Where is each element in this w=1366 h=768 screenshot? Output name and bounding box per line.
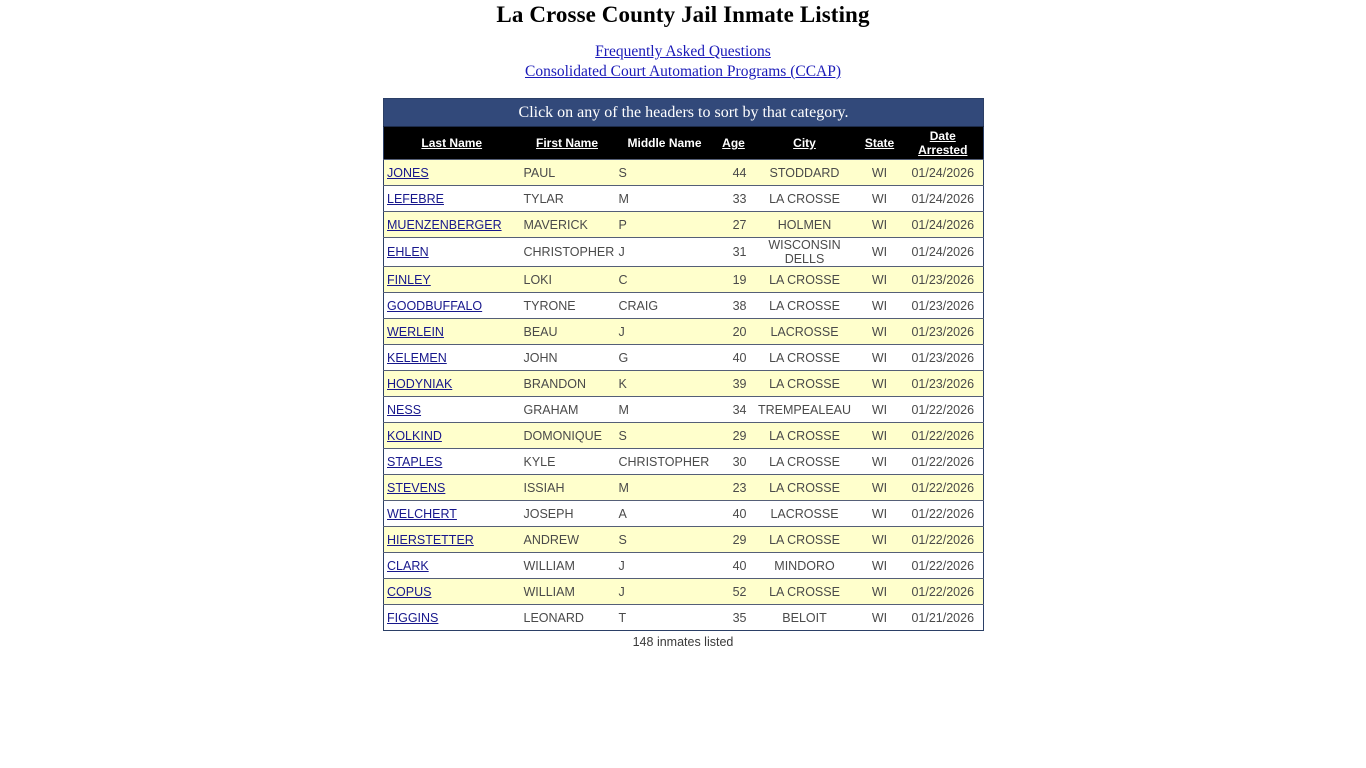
cell-date-arrested: 01/22/2026 [903,501,984,527]
cell-age: 34 [715,397,753,423]
cell-date-arrested: 01/22/2026 [903,579,984,605]
cell-city: HOLMEN [753,212,857,238]
cell-last-name [384,501,520,527]
inmate-detail-link[interactable]: COPUS [387,584,432,599]
cell-city: TREMPEALEAU [753,397,857,423]
cell-age: 20 [715,319,753,345]
table-row [384,397,984,423]
cell-date-arrested: 01/24/2026 [903,160,984,186]
cell-city: WISCONSIN DELLS [753,238,857,267]
cell-state: WI [857,212,903,238]
faq-link[interactable]: Frequently Asked Questions [595,43,771,60]
cell-age: 31 [715,238,753,267]
sort-instruction-banner: Click on any of the headers to sort by that category. [384,99,984,127]
cell-last-name [384,319,520,345]
column-header-age[interactable] [715,127,753,160]
cell-age: 29 [715,423,753,449]
cell-age: 19 [715,267,753,293]
cell-middle-name: CRAIG [615,293,715,319]
cell-state: WI [857,186,903,212]
cell-age: 33 [715,186,753,212]
column-header-date-arrested[interactable] [903,127,984,160]
table-row [384,212,984,238]
cell-middle-name: M [615,397,715,423]
cell-age: 40 [715,345,753,371]
cell-first-name: GRAHAM [520,397,615,423]
cell-date-arrested: 01/23/2026 [903,293,984,319]
cell-city: LA CROSSE [753,186,857,212]
cell-first-name: WILLIAM [520,553,615,579]
cell-state: WI [857,267,903,293]
cell-state: WI [857,371,903,397]
column-header-middle-name-label: Middle Name [627,136,702,150]
cell-date-arrested: 01/24/2026 [903,238,984,267]
inmate-detail-link[interactable]: WERLEIN [387,324,444,339]
cell-city: LA CROSSE [753,423,857,449]
column-header-first-name-label[interactable]: First Name [535,136,599,150]
cell-middle-name: J [615,319,715,345]
cell-date-arrested: 01/22/2026 [903,475,984,501]
cell-last-name [384,605,520,631]
column-header-city-label[interactable]: City [793,136,816,150]
cell-city: MINDORO [753,553,857,579]
cell-last-name [384,449,520,475]
cell-state: WI [857,527,903,553]
table-row [384,553,984,579]
table-row [384,449,984,475]
cell-last-name [384,293,520,319]
cell-first-name: ISSIAH [520,475,615,501]
cell-city: LA CROSSE [753,527,857,553]
cell-state: WI [857,293,903,319]
cell-state: WI [857,579,903,605]
table-row [384,527,984,553]
table-row [384,319,984,345]
table-row [384,345,984,371]
cell-middle-name: M [615,186,715,212]
cell-middle-name: P [615,212,715,238]
inmate-count-footer: 148 inmates listed [632,635,734,649]
sort-instruction-banner-row [384,99,984,127]
column-header-middle-name [615,127,715,160]
cell-last-name [384,238,520,267]
cell-first-name: JOHN [520,345,615,371]
cell-state: WI [857,449,903,475]
column-header-first-name[interactable] [520,127,615,160]
cell-last-name [384,371,520,397]
cell-middle-name: CHRISTOPHER [615,449,715,475]
cell-first-name: MAVERICK [520,212,615,238]
cell-age: 30 [715,449,753,475]
column-header-date-arrested-line2[interactable]: Arrested [918,143,968,157]
inmate-detail-link[interactable]: HIERSTETTER [387,532,474,547]
inmate-detail-link[interactable]: EHLEN [387,245,429,259]
column-header-state-label[interactable]: State [864,136,895,150]
cell-state: WI [857,160,903,186]
cell-first-name: DOMONIQUE [520,423,615,449]
table-row [384,186,984,212]
cell-age: 35 [715,605,753,631]
cell-middle-name: S [615,423,715,449]
cell-state: WI [857,345,903,371]
cell-date-arrested: 01/22/2026 [903,397,984,423]
cell-city: LACROSSE [753,501,857,527]
cell-date-arrested: 01/22/2026 [903,449,984,475]
cell-middle-name: K [615,371,715,397]
column-header-date-arrested-line1[interactable]: Date [929,129,956,143]
cell-last-name [384,579,520,605]
cell-date-arrested: 01/22/2026 [903,527,984,553]
column-header-last-name[interactable] [384,127,520,160]
inmate-detail-link[interactable]: CLARK [387,558,429,573]
table-row [384,267,984,293]
inmate-detail-link[interactable]: KELEMEN [387,350,447,365]
column-header-state[interactable] [857,127,903,160]
cell-first-name: BEAU [520,319,615,345]
cell-last-name [384,423,520,449]
cell-middle-name: C [615,267,715,293]
cell-state: WI [857,605,903,631]
cell-date-arrested: 01/23/2026 [903,371,984,397]
cell-city: BELOIT [753,605,857,631]
cell-first-name: KYLE [520,449,615,475]
cell-age: 39 [715,371,753,397]
inmate-detail-link[interactable]: FINLEY [387,272,431,287]
inmate-detail-link[interactable]: STAPLES [387,454,443,469]
cell-age: 38 [715,293,753,319]
cell-first-name: WILLIAM [520,579,615,605]
cell-state: WI [857,423,903,449]
cell-middle-name: M [615,475,715,501]
cell-last-name [384,345,520,371]
inmate-detail-link[interactable]: JONES [387,165,429,180]
column-header-last-name-label[interactable]: Last Name [421,136,483,150]
cell-date-arrested: 01/23/2026 [903,345,984,371]
cell-last-name [384,527,520,553]
inmate-detail-link[interactable]: KOLKIND [387,428,442,443]
cell-first-name: PAUL [520,160,615,186]
cell-age: 44 [715,160,753,186]
column-header-age-label[interactable]: Age [722,136,745,150]
table-row [384,238,984,267]
inmate-detail-link[interactable]: HODYNIAK [387,376,453,391]
inmate-detail-link[interactable]: NESS [387,402,422,417]
table-row [384,475,984,501]
cell-state: WI [857,238,903,267]
cell-last-name [384,475,520,501]
cell-middle-name: S [615,160,715,186]
inmate-detail-link[interactable]: STEVENS [387,480,446,495]
cell-city: LACROSSE [753,319,857,345]
cell-middle-name: J [615,553,715,579]
cell-last-name [384,212,520,238]
cell-city: LA CROSSE [753,475,857,501]
cell-middle-name: G [615,345,715,371]
cell-city: LA CROSSE [753,371,857,397]
cell-age: 52 [715,579,753,605]
cell-age: 27 [715,212,753,238]
inmate-detail-link[interactable]: FIGGINS [387,610,439,625]
cell-city: LA CROSSE [753,579,857,605]
cell-first-name: LEONARD [520,605,615,631]
cell-age: 40 [715,501,753,527]
cell-last-name [384,160,520,186]
cell-city: LA CROSSE [753,449,857,475]
cell-date-arrested: 01/22/2026 [903,423,984,449]
cell-state: WI [857,501,903,527]
cell-date-arrested: 01/21/2026 [903,605,984,631]
table-row [384,501,984,527]
cell-middle-name: S [615,527,715,553]
cell-city: LA CROSSE [753,267,857,293]
inmate-listing-table [383,98,984,631]
table-row [384,293,984,319]
cell-date-arrested: 01/23/2026 [903,267,984,293]
cell-date-arrested: 01/24/2026 [903,212,984,238]
page-title: La Crosse County Jail Inmate Listing [496,2,870,27]
cell-age: 40 [715,553,753,579]
inmate-table-wrap [383,98,983,649]
top-links [0,42,1366,82]
cell-first-name: BRANDON [520,371,615,397]
cell-age: 29 [715,527,753,553]
cell-state: WI [857,397,903,423]
cell-first-name: ANDREW [520,527,615,553]
column-header-city[interactable] [753,127,857,160]
cell-age: 23 [715,475,753,501]
cell-last-name [384,397,520,423]
table-row [384,160,984,186]
cell-middle-name: A [615,501,715,527]
table-row [384,579,984,605]
cell-first-name: LOKI [520,267,615,293]
cell-first-name: CHRISTOPHER [520,238,615,267]
cell-date-arrested: 01/22/2026 [903,553,984,579]
cell-city: LA CROSSE [753,345,857,371]
cell-middle-name: T [615,605,715,631]
cell-state: WI [857,553,903,579]
cell-middle-name: J [615,238,715,267]
cell-state: WI [857,319,903,345]
table-row [384,371,984,397]
cell-state: WI [857,475,903,501]
cell-first-name: TYLAR [520,186,615,212]
cell-city: LA CROSSE [753,293,857,319]
cell-last-name [384,553,520,579]
cell-last-name [384,267,520,293]
inmate-detail-link[interactable]: GOODBUFFALO [387,298,483,313]
cell-date-arrested: 01/24/2026 [903,186,984,212]
cell-middle-name: J [615,579,715,605]
inmate-detail-link[interactable]: LEFEBRE [387,191,444,206]
cell-date-arrested: 01/23/2026 [903,319,984,345]
table-body [384,160,984,631]
table-row [384,605,984,631]
ccap-link[interactable]: Consolidated Court Automation Programs (CCAP) [524,63,842,80]
cell-last-name [384,186,520,212]
cell-first-name: TYRONE [520,293,615,319]
cell-city: STODDARD [753,160,857,186]
inmate-detail-link[interactable]: MUENZENBERGER [387,217,502,232]
column-header-row [384,127,984,160]
table-row [384,423,984,449]
cell-first-name: JOSEPH [520,501,615,527]
table-head [384,99,984,160]
inmate-detail-link[interactable]: WELCHERT [387,506,457,521]
